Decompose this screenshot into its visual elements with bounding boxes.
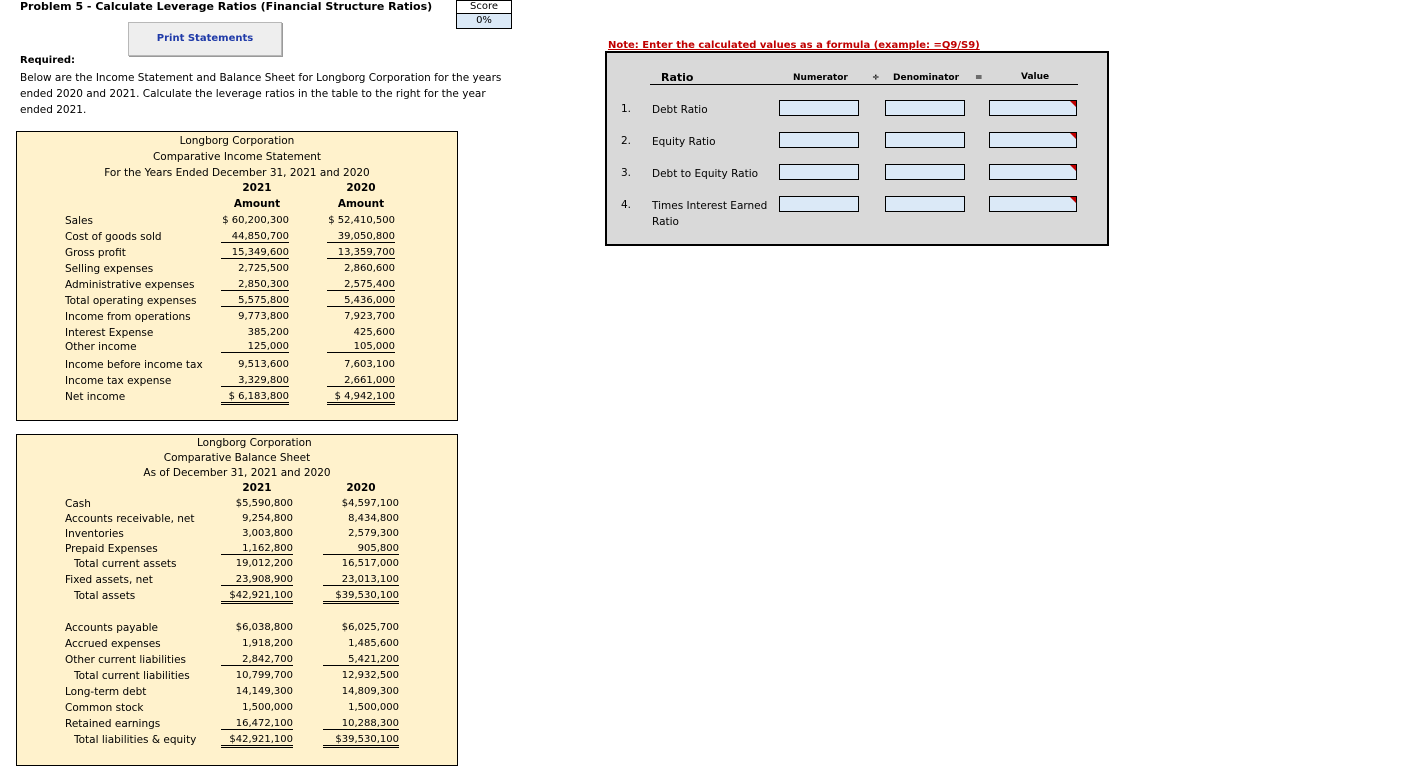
is-row-value-2020: 2,860,600 xyxy=(344,263,395,274)
bs-row-value-2020: 8,434,800 xyxy=(348,513,399,524)
ratio-row-name: Equity Ratio xyxy=(652,136,716,148)
is-row-label: Cost of goods sold xyxy=(65,231,162,243)
bs-name: Comparative Balance Sheet xyxy=(163,452,311,464)
bs-row-label: Other current liabilities xyxy=(65,654,187,666)
score-box xyxy=(456,0,512,29)
bs-row-value-2021: 16,472,100 xyxy=(221,718,293,730)
is-row-label: Total operating expenses xyxy=(65,295,197,307)
bs-row-label: Accounts receivable, net xyxy=(65,513,195,525)
equity-ratio-value-input[interactable] xyxy=(989,132,1077,148)
bs-row-value-2021: $5,590,800 xyxy=(235,498,293,509)
bs-row-value-2021: $42,921,100 xyxy=(221,734,293,748)
is-row-value-2020: 7,923,700 xyxy=(344,311,395,322)
bs-row-label: Fixed assets, net xyxy=(65,574,153,586)
bs-row-label: Prepaid Expenses xyxy=(65,543,158,555)
ratio-row-number: 3. xyxy=(621,167,632,179)
header-divide: ÷ xyxy=(872,73,880,83)
bs-row-value-2020: 16,517,000 xyxy=(341,558,399,569)
bs-row-value-2021: $42,921,100 xyxy=(221,590,293,604)
ratio-table xyxy=(605,51,1109,246)
is-year-2021: 2021 xyxy=(242,182,272,194)
header-numerator: Numerator xyxy=(793,73,848,83)
bs-year-2021: 2021 xyxy=(242,482,272,494)
is-row-value-2021: 15,349,600 xyxy=(221,247,289,259)
bs-row-label: Total assets xyxy=(74,590,136,602)
ratio-row-number: 1. xyxy=(621,103,632,115)
is-row-value-2021: 125,000 xyxy=(221,341,289,353)
is-row-label: Interest Expense xyxy=(65,327,154,339)
bs-row-value-2021: 9,254,800 xyxy=(242,513,293,524)
bs-row-value-2021: 1,500,000 xyxy=(242,702,293,713)
ratio-row-name: Debt to Equity Ratio xyxy=(652,168,759,180)
is-row-label: Income tax expense xyxy=(65,375,172,387)
bs-row-value-2020: 1,485,600 xyxy=(348,638,399,649)
is-col-amount-2021: Amount xyxy=(233,198,281,210)
is-row-value-2021: 2,850,300 xyxy=(221,279,289,291)
score-label: Score xyxy=(457,1,511,14)
is-row-value-2020: 425,600 xyxy=(353,327,395,338)
debt-to-equity-numerator-input[interactable] xyxy=(779,164,859,180)
is-row-value-2020: $ 4,942,100 xyxy=(327,391,395,405)
debt-to-equity-denominator-input[interactable] xyxy=(885,164,965,180)
is-row-label: Net income xyxy=(65,391,126,403)
is-period: For the Years Ended December 31, 2021 and 2020 xyxy=(104,167,370,179)
ratio-row-name: Debt Ratio xyxy=(652,104,708,116)
is-row-value-2020: 2,575,400 xyxy=(327,279,395,291)
bs-row-label: Total current assets xyxy=(74,558,177,570)
is-row-label: Income from operations xyxy=(65,311,191,323)
bs-row-value-2020: $6,025,700 xyxy=(341,622,399,633)
bs-row-value-2020: $39,530,100 xyxy=(323,734,399,748)
bs-row-value-2021: 19,012,200 xyxy=(235,558,293,569)
ratio-row-number: 2. xyxy=(621,135,632,147)
bs-row-label: Long-term debt xyxy=(65,686,147,698)
bs-row-label: Cash xyxy=(65,498,91,510)
header-denominator: Denominator xyxy=(893,73,960,83)
times-interest-earned-numerator-input[interactable] xyxy=(779,196,859,212)
bs-row-value-2020: 23,013,100 xyxy=(323,574,399,586)
is-row-value-2020: 2,661,000 xyxy=(327,375,395,387)
bs-year-2020: 2020 xyxy=(346,482,376,494)
debt-ratio-denominator-input[interactable] xyxy=(885,100,965,116)
score-value: 0% xyxy=(457,14,511,28)
balance-sheet xyxy=(16,434,458,766)
bs-row-value-2021: 10,799,700 xyxy=(235,670,293,681)
formula-note: Note: Enter the calculated values as a formula (example: =Q9/S9) xyxy=(608,40,980,51)
is-row-value-2020: 105,000 xyxy=(327,341,395,353)
is-row-label: Other income xyxy=(65,341,137,353)
debt-to-equity-value-input[interactable] xyxy=(989,164,1077,180)
required-text: Below are the Income Statement and Balance Sheet for Longborg Corporation for the years ended 2020 and 2021. Calculate the leverage ratios in the table to the right for the year ended 2021. xyxy=(20,72,502,116)
required-heading: Required: xyxy=(20,55,76,66)
bs-row-label: Retained earnings xyxy=(65,718,161,730)
is-row-label: Selling expenses xyxy=(65,263,154,275)
equity-ratio-denominator-input[interactable] xyxy=(885,132,965,148)
bs-row-value-2020: $4,597,100 xyxy=(341,498,399,509)
is-name: Comparative Income Statement xyxy=(152,151,322,163)
header-divider xyxy=(650,84,1078,85)
is-company: Longborg Corporation xyxy=(179,135,295,147)
bs-row-value-2020: 2,579,300 xyxy=(348,528,399,539)
bs-row-value-2020: 5,421,200 xyxy=(323,654,399,666)
is-col-amount-2020: Amount xyxy=(337,198,385,210)
is-row-value-2020: 5,436,000 xyxy=(327,295,395,307)
header-ratio: Ratio xyxy=(661,71,694,84)
bs-row-value-2021: 1,918,200 xyxy=(242,638,293,649)
is-year-2020: 2020 xyxy=(346,182,376,194)
bs-row-value-2020: 14,809,300 xyxy=(341,686,399,697)
is-row-value-2021: 9,773,800 xyxy=(238,311,289,322)
times-interest-earned-value-input[interactable] xyxy=(989,196,1077,212)
bs-row-value-2020: 1,500,000 xyxy=(348,702,399,713)
is-row-value-2021: 385,200 xyxy=(247,327,289,338)
ratio-row-number: 4. xyxy=(621,199,632,211)
is-row-label: Gross profit xyxy=(65,247,126,259)
is-row-value-2021: 44,850,700 xyxy=(221,231,289,243)
times-interest-earned-denominator-input[interactable] xyxy=(885,196,965,212)
bs-row-label: Total liabilities & equity xyxy=(74,734,197,746)
bs-row-value-2021: 1,162,800 xyxy=(221,543,293,555)
income-statement xyxy=(16,131,458,421)
is-row-label: Income before income tax xyxy=(65,359,203,371)
is-row-value-2021: 5,575,800 xyxy=(221,295,289,307)
debt-ratio-numerator-input[interactable] xyxy=(779,100,859,116)
problem-title: Problem 5 - Calculate Leverage Ratios (Financial Structure Ratios) xyxy=(20,0,433,13)
bs-row-value-2021: 2,842,700 xyxy=(221,654,293,666)
bs-row-value-2020: 10,288,300 xyxy=(323,718,399,730)
bs-row-label: Common stock xyxy=(65,702,144,714)
is-row-value-2021: 2,725,500 xyxy=(238,263,289,274)
is-row-value-2020: 7,603,100 xyxy=(344,359,395,370)
is-row-label: Sales xyxy=(65,215,93,227)
ratio-row-name: Times Interest Earned Ratio xyxy=(652,200,768,228)
bs-row-value-2021: 14,149,300 xyxy=(235,686,293,697)
bs-period: As of December 31, 2021 and 2020 xyxy=(143,467,331,479)
bs-row-label: Accounts payable xyxy=(65,622,158,634)
equity-ratio-numerator-input[interactable] xyxy=(779,132,859,148)
header-equals: = xyxy=(975,73,983,83)
is-row-value-2021: 3,329,800 xyxy=(221,375,289,387)
header-value: Value xyxy=(1021,72,1050,82)
bs-company: Longborg Corporation xyxy=(197,437,312,449)
is-row-value-2021: $ 6,183,800 xyxy=(221,391,289,405)
is-row-value-2021: 9,513,600 xyxy=(238,359,289,370)
is-row-value-2021: $ 60,200,300 xyxy=(222,215,289,226)
bs-row-label: Total current liabilities xyxy=(74,670,190,682)
bs-row-label: Inventories xyxy=(65,528,124,540)
is-row-value-2020: $ 52,410,500 xyxy=(328,215,395,226)
bs-row-label: Accrued expenses xyxy=(65,638,161,650)
bs-row-value-2020: 12,932,500 xyxy=(341,670,399,681)
bs-row-value-2021: 3,003,800 xyxy=(242,528,293,539)
is-row-value-2020: 13,359,700 xyxy=(327,247,395,259)
bs-row-value-2021: 23,908,900 xyxy=(221,574,293,586)
bs-row-value-2020: $39,530,100 xyxy=(323,590,399,604)
print-statements-button[interactable]: Print Statements xyxy=(128,22,282,56)
is-row-value-2020: 39,050,800 xyxy=(327,231,395,243)
bs-row-value-2021: $6,038,800 xyxy=(235,622,293,633)
is-row-label: Administrative expenses xyxy=(65,279,195,291)
debt-ratio-value-input[interactable] xyxy=(989,100,1077,116)
bs-row-value-2020: 905,800 xyxy=(323,543,399,555)
